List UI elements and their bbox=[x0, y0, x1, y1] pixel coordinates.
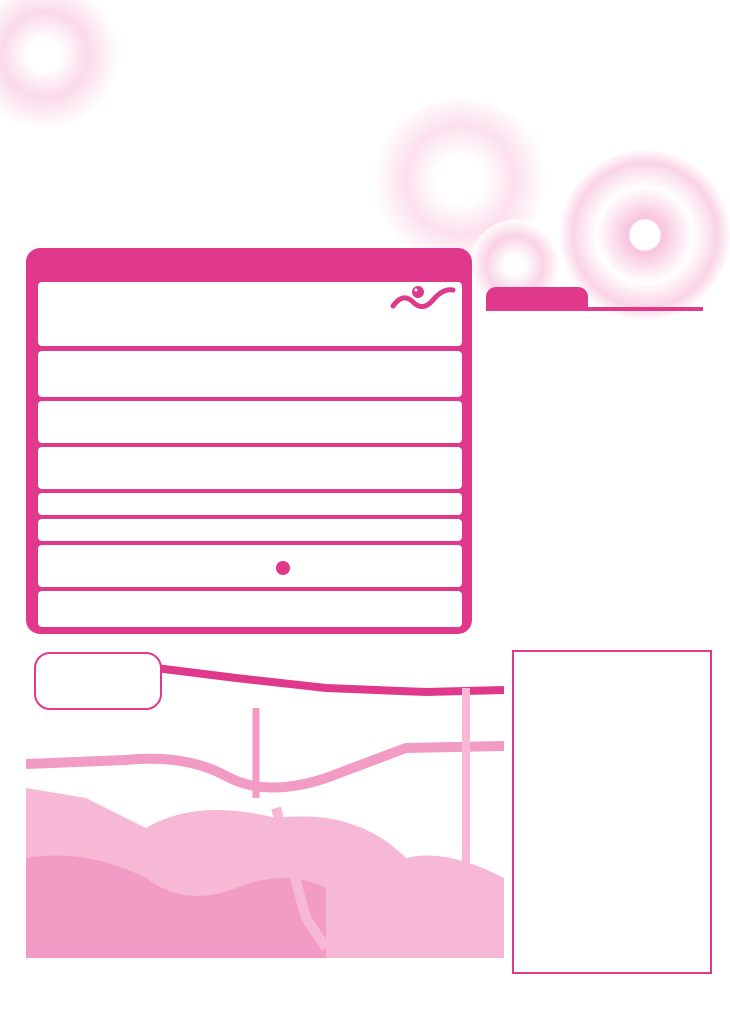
map-label bbox=[34, 652, 162, 710]
snake-icon bbox=[388, 284, 458, 314]
notes-title bbox=[512, 650, 708, 672]
program-tag bbox=[486, 287, 588, 307]
intro-entry-flying-school bbox=[38, 401, 462, 443]
intro-entry-izoo bbox=[38, 282, 462, 346]
intro-entry-triathlon bbox=[38, 519, 462, 541]
intro-entry-shirai bbox=[38, 591, 462, 627]
firework-decoration bbox=[0, 0, 120, 130]
intro-entry-banya bbox=[38, 447, 462, 489]
intro-entry-river bbox=[38, 493, 462, 515]
program-table bbox=[486, 307, 703, 311]
intro-entry-nanadaru bbox=[38, 351, 462, 397]
footer bbox=[26, 990, 34, 1005]
notes-panel bbox=[512, 650, 712, 974]
sun-icon bbox=[276, 561, 290, 575]
intro-entry-mitaka bbox=[38, 545, 462, 587]
